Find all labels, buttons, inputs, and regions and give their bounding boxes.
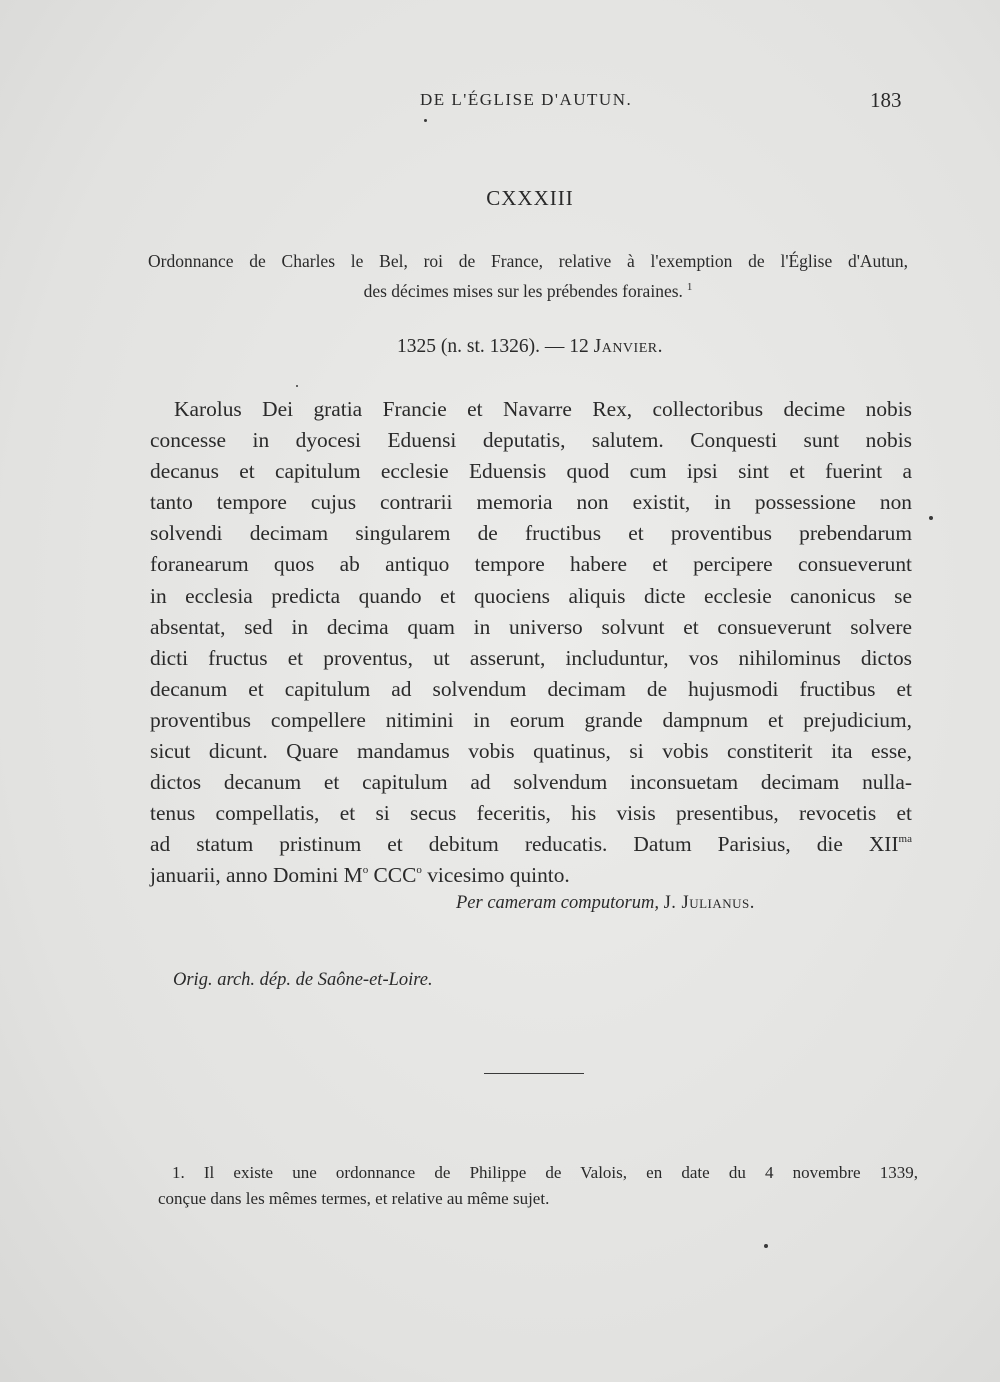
text-line-main: ad statum pristinum et debitum reducatis. Datum Parisius, die XII (150, 832, 899, 857)
text-line (150, 860, 912, 891)
document-title (148, 248, 908, 304)
date-text: 1325 (n. st. 1326). — 12 (397, 336, 594, 357)
text-fragment: CCC (368, 863, 417, 888)
footnote-line: conçue dans les mêmes termes, et relative au même sujet. (158, 1189, 550, 1208)
separator-rule (484, 1073, 584, 1074)
running-head: DE L'ÉGLISE D'AUTUN. (420, 90, 633, 109)
document-date (0, 336, 1000, 358)
text-line (150, 829, 912, 860)
text-line: sicut dicunt. Quare mandamus vobis quatinus, si vobis constiterit ita esse, (150, 739, 912, 764)
document-number: CXXXIII (486, 186, 574, 210)
text-line: dicti fructus et proventus, ut asserunt, includuntur, vos nihilominus dictos (150, 645, 912, 670)
text-line: tenus compellatis, et si secus feceritis, his visis presentibus, revocetis et (150, 801, 912, 826)
superscript: o (362, 864, 369, 877)
signature-note: Per cameram computorum, (456, 893, 659, 913)
page-number: 183 (870, 88, 902, 112)
title-line-2 (148, 274, 908, 304)
print-speck (764, 1244, 768, 1248)
footnote-line: 1. Il existe une ordonnance de Philippe de Valois, en date du 4 novembre 1339, (172, 1163, 918, 1182)
footnote (158, 1160, 918, 1212)
date-month: Janvier. (593, 336, 663, 357)
charter-text (150, 394, 912, 892)
title-line-2-text: des décimes mises sur les prébendes foraines. (363, 280, 683, 301)
print-speck (424, 119, 427, 122)
text-line: solvendi decimam singularem de fructibus et proventibus prebendarum (150, 521, 912, 546)
text-line: dictos decanum et capitulum ad solvendum inconsuetam decimam nulla- (150, 770, 912, 795)
footnote-reference: 1 (686, 281, 693, 293)
signatory-name: J. Julianus. (663, 893, 755, 913)
print-speck (296, 385, 298, 387)
print-speck (929, 516, 933, 520)
text-line: proventibus compellere nitimini in eorum grande dampnum et prejudicium, (150, 707, 912, 732)
text-line: in ecclesia predicta quando et quociens aliquis dicte ecclesie canonicus se (150, 583, 912, 608)
text-fragment: januarii, anno Domini M (150, 863, 363, 888)
text-line: absentat, sed in decima quam in universo solvunt et consueverunt solvere (150, 614, 912, 639)
superscript: o (416, 864, 422, 877)
signature (456, 893, 755, 914)
text-line: Karolus Dei gratia Francie et Navarre Rex, collectoribus decime nobis (174, 397, 912, 421)
text-line: decanum et capitulum ad solvendum decimam de hujusmodi fructibus et (150, 676, 912, 701)
text-line: tanto tempore cujus contrarii memoria non existit, in possessione non (150, 490, 912, 515)
archival-source: Orig. arch. dép. de Saône-et-Loire. (173, 970, 433, 990)
superscript: ma (898, 833, 912, 846)
text-line: foranearum quos ab antiquo tempore habere et percipere consueverunt (150, 552, 912, 577)
text-line: concesse in dyocesi Eduensi deputatis, salutem. Conquesti sunt nobis (150, 428, 912, 453)
title-line-1: Ordonnance de Charles le Bel, roi de France, relative à l'exemption de l'Église d'Autun, (148, 251, 908, 271)
text-line: decanus et capitulum ecclesie Eduensis quod cum ipsi sint et fuerint a (150, 459, 912, 484)
text-fragment: vicesimo quinto. (421, 863, 570, 888)
